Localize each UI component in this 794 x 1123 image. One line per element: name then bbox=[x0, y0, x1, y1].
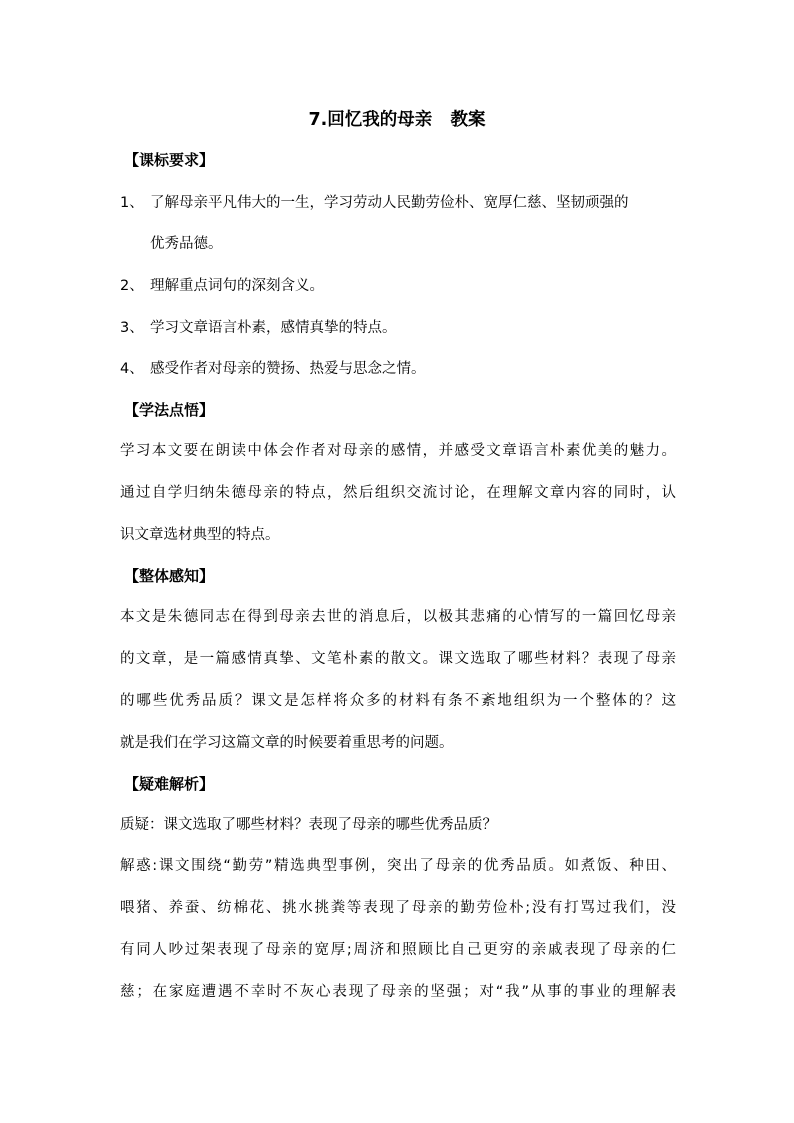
paragraph-line: 的文章，是一篇感情真挚、文笔朴素的散文。课文选取了哪些材料？表现了母亲 bbox=[120, 651, 676, 667]
list-item-number: 1、 bbox=[120, 195, 144, 211]
list-item-text: 学习文章语言朴素，感情真挚的特点。 bbox=[150, 320, 397, 336]
list-item-2 bbox=[120, 276, 324, 296]
list-item-number: 2、 bbox=[120, 278, 144, 294]
list-item-3 bbox=[120, 318, 397, 338]
list-item-1-continuation: 优秀品德。 bbox=[150, 236, 223, 252]
paragraph-line: 有同人吵过架表现了母亲的宽厚;周济和照顾比自己更穷的亲戚表现了母亲的仁 bbox=[120, 942, 676, 958]
paragraph-line: 慈；在家庭遭遇不幸时不灰心表现了母亲的坚强；对“我”从事的事业的理解表 bbox=[120, 984, 676, 1000]
paragraph-line: 解惑:课文围绕“勤劳”精选典型事例，突出了母亲的优秀品质。如煮饭、种田、 bbox=[120, 858, 676, 874]
list-item-text: 了解母亲平凡伟大的一生，学习劳动人民勤劳俭朴、宽厚仁慈、坚韧顽强的 bbox=[150, 195, 629, 211]
paragraph-line: 学习本文要在朗读中体会作者对母亲的感情，并感受文章语言朴素优美的魅力。 bbox=[120, 443, 676, 459]
list-item-4 bbox=[120, 359, 426, 379]
section-heading-yinan: 【疑难解析】 bbox=[124, 775, 215, 793]
list-item-text: 理解重点词句的深刻含义。 bbox=[150, 278, 324, 294]
list-item-number: 3、 bbox=[120, 320, 144, 336]
list-item-text: 感受作者对母亲的赞扬、热爱与思念之情。 bbox=[150, 361, 426, 377]
paragraph-line: 识文章选材典型的特点。 bbox=[120, 527, 280, 543]
paragraph-line: 本文是朱德同志在得到母亲去世的消息后，以极其悲痛的心情写的一篇回忆母亲 bbox=[120, 609, 676, 625]
paragraph-line: 就是我们在学习这篇文章的时候要着重思考的问题。 bbox=[120, 735, 454, 751]
paragraph-line: 通过自学归纳朱德母亲的特点，然后组织交流讨论，在理解文章内容的同时，认 bbox=[120, 485, 676, 501]
section-heading-kebiao: 【课标要求】 bbox=[124, 151, 215, 169]
list-item-1 bbox=[120, 193, 629, 213]
list-item-number: 4、 bbox=[120, 361, 144, 377]
question-line: 质疑：课文选取了哪些材料？表现了母亲的哪些优秀品质？ bbox=[120, 817, 497, 833]
paragraph-line: 的哪些优秀品质？课文是怎样将众多的材料有条不紊地组织为一个整体的？这 bbox=[120, 693, 676, 709]
document-title: 7.回忆我的母亲 教案 bbox=[308, 110, 486, 130]
paragraph-line: 喂猪、养蚕、纺棉花、挑水挑粪等表现了母亲的勤劳俭朴;没有打骂过我们，没 bbox=[120, 900, 676, 916]
section-heading-zhengti: 【整体感知】 bbox=[124, 567, 215, 585]
section-heading-xuefa: 【学法点悟】 bbox=[124, 401, 215, 419]
